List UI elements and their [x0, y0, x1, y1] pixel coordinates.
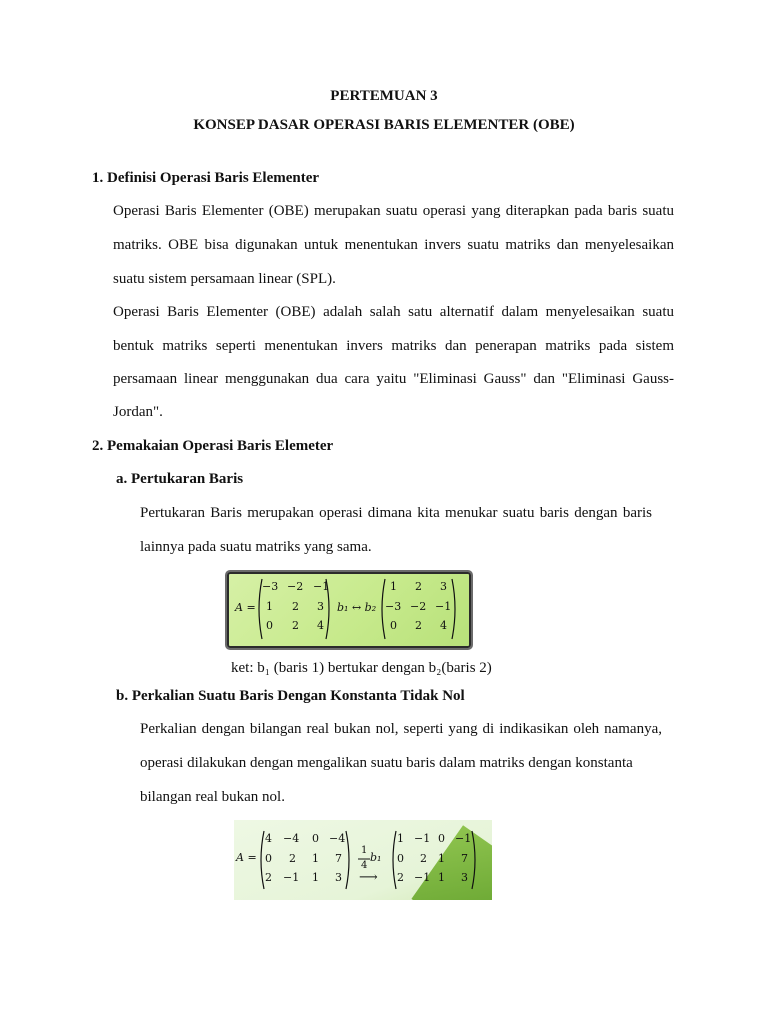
matrix-cell: 3	[440, 580, 447, 593]
paragraph-line: operasi dilakukan dengan mengalikan suatu baris dalam matriks dengan konstanta	[140, 755, 633, 771]
matrix-cell: 7	[461, 852, 468, 865]
paragraph-line: Operasi Baris Elementer (OBE) adalah salah satu alternatif dalam menyelesaikan suatu	[113, 304, 674, 320]
fraction-numerator: 1	[361, 845, 368, 856]
left-paren-icon	[257, 830, 265, 890]
right-paren-icon	[325, 578, 333, 640]
matrix-cell: 4	[265, 832, 272, 845]
paragraph-line: bilangan real bukan nol.	[140, 789, 285, 805]
matrix-scale-figure	[234, 820, 492, 900]
section-2-heading: 2. Pemakaian Operasi Baris Elemeter	[92, 438, 334, 454]
matrix-cell: −1	[414, 832, 431, 845]
matrix-cell: 3	[317, 600, 324, 613]
matrix-cell: 2	[397, 871, 404, 884]
subsection-b-heading: b. Perkalian Suatu Baris Dengan Konstanta Tidak Nol	[116, 688, 465, 704]
paragraph-line: bentuk matriks seperti menentukan invers matriks dan penerapan matriks pada sistem	[113, 338, 674, 354]
matrix-cell: −1	[313, 580, 330, 593]
matrix-cell: −4	[329, 832, 346, 845]
matrix-cell: 0	[266, 619, 273, 632]
matrix-cell: 2	[265, 871, 272, 884]
paragraph-line: Pertukaran Baris merupakan operasi dimana kita menukar suatu baris dengan baris	[140, 505, 652, 521]
right-paren-icon	[471, 830, 479, 890]
matrix-cell: 2	[289, 852, 296, 865]
paragraph-line: Perkalian dengan bilangan real bukan nol, seperti yang di indikasikan oleh namanya,	[140, 721, 662, 737]
matrix-cell: 1	[397, 832, 404, 845]
matrix-cell: 0	[397, 852, 404, 865]
matrix-swap-figure	[227, 572, 471, 648]
matrix-cell: −1	[414, 871, 431, 884]
matrix-cell: 7	[335, 852, 342, 865]
paragraph-line: Jordan".	[113, 404, 163, 420]
right-paren-icon	[345, 830, 353, 890]
matrix-cell: 3	[335, 871, 342, 884]
paragraph-line: Operasi Baris Elementer (OBE) merupakan suatu operasi yang diterapkan pada baris suatu	[113, 203, 674, 219]
matrix-cell: 2	[415, 619, 422, 632]
page-meeting-title: PERTEMUAN 3	[330, 88, 438, 104]
left-paren-icon	[389, 830, 397, 890]
matrix-cell: 1	[312, 871, 319, 884]
fraction-denominator: 4	[361, 860, 368, 871]
matrix-cell: −1	[283, 871, 300, 884]
matrix-cell: −2	[287, 580, 304, 593]
matrix-cell: 2	[420, 852, 427, 865]
subsection-a-heading: a. Pertukaran Baris	[116, 471, 244, 487]
matrix-cell: 0	[312, 832, 319, 845]
page-title: KONSEP DASAR OPERASI BARIS ELEMENTER (OBE)	[193, 117, 575, 133]
row-swap-operation: b₁ ↔ b₂	[337, 601, 377, 614]
matrix-cell: 0	[265, 852, 272, 865]
matrix-cell: 4	[440, 619, 447, 632]
matrix-cell: 2	[415, 580, 422, 593]
matrix-cell: 0	[438, 832, 445, 845]
matrix-cell: −3	[262, 580, 279, 593]
matrix-cell: 1	[390, 580, 397, 593]
paragraph-line: lainnya pada suatu matriks yang sama.	[140, 539, 372, 555]
matrix-cell: −1	[435, 600, 452, 613]
matrix-cell: 2	[292, 600, 299, 613]
matrix-cell: 1	[438, 852, 445, 865]
right-paren-icon	[451, 578, 459, 640]
matrix-cell: −2	[410, 600, 427, 613]
matrix-cell: 1	[312, 852, 319, 865]
matrix-cell: −1	[455, 832, 472, 845]
paragraph-line: suatu sistem persamaan linear (SPL).	[113, 271, 336, 287]
section-1-heading: 1. Definisi Operasi Baris Elementer	[92, 170, 320, 186]
matrix-cell: −3	[385, 600, 402, 613]
matrix-cell: 4	[317, 619, 324, 632]
matrix-cell: 1	[438, 871, 445, 884]
matrix-cell: 2	[292, 619, 299, 632]
matrix-label: A =	[235, 601, 256, 614]
matrix-cell: −4	[283, 832, 300, 845]
arrow-right-icon: ⟶	[359, 870, 378, 885]
paragraph-line: persamaan linear menggunakan dua cara yaitu "Eliminasi Gauss" dan "Eliminasi Gauss-	[113, 371, 674, 387]
matrix-cell: 0	[390, 619, 397, 632]
row-variable: b₁	[370, 851, 382, 864]
paragraph-line: matriks. OBE bisa digunakan untuk menentukan invers suatu matriks dan menyelesaikan	[113, 237, 674, 253]
matrix-swap-caption: ket: b₁ (baris 1) bertukar dengan b₂(baris 2)	[231, 660, 492, 676]
matrix-cell: 3	[461, 871, 468, 884]
matrix-label: A =	[236, 851, 257, 864]
matrix-cell: 1	[266, 600, 273, 613]
